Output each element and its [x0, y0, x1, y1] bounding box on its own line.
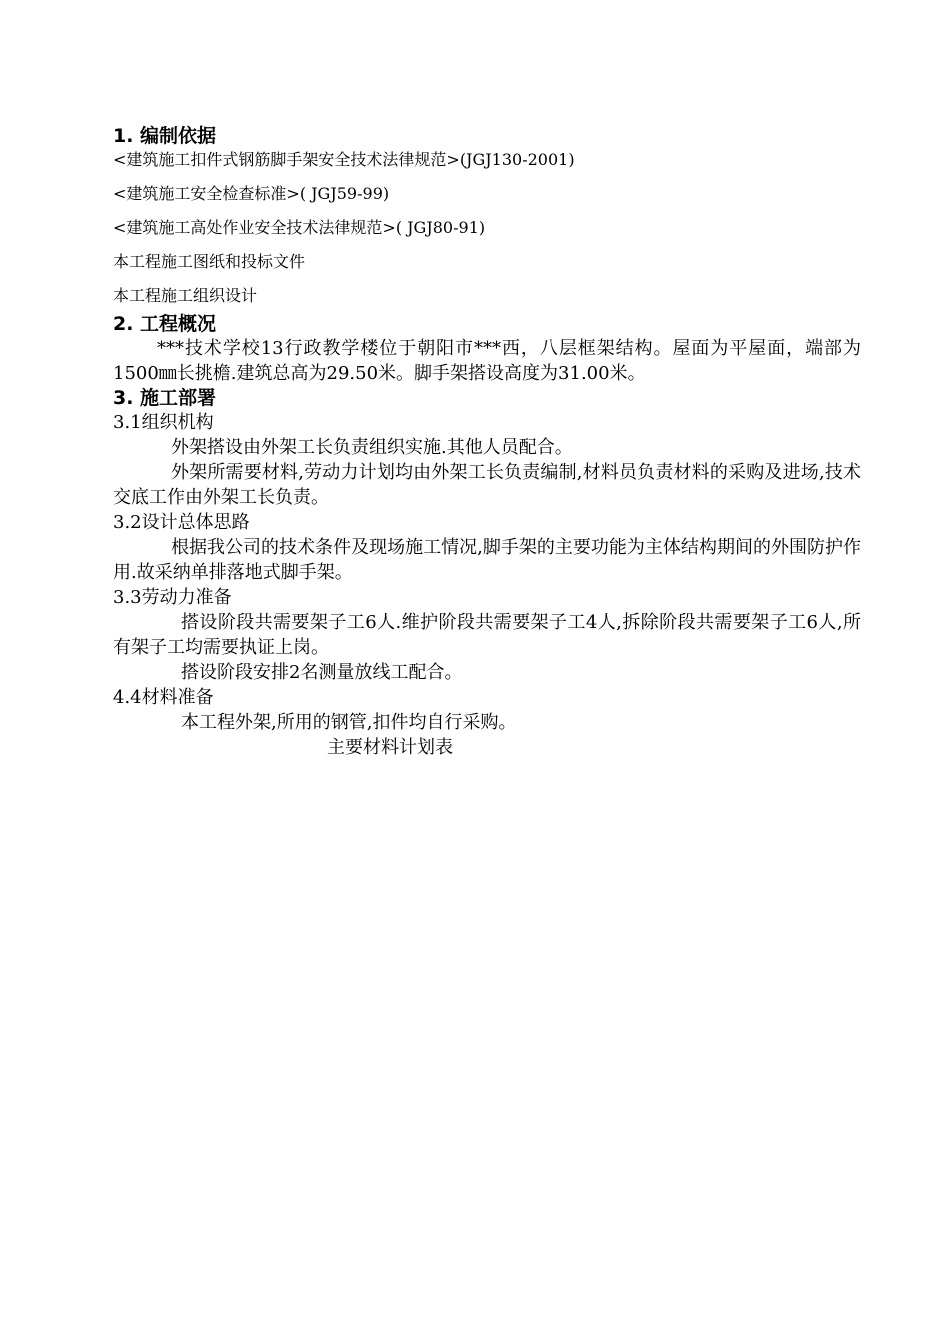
subsection-title-labor: 3.3劳动力准备: [113, 587, 232, 608]
reference-item: <建筑施工安全检查标准>( JGJ59-99): [113, 184, 390, 203]
document-body: [113, 124, 861, 760]
org-paragraph: 外架所需要材料,劳动力计划均由外架工长负责编制,材料员负责材料的采购及进场,技术交底工作由外架工长负责。: [113, 462, 861, 508]
section-heading-deployment: 3. 施工部署: [113, 387, 217, 409]
overview-paragraph: ***技术学校13行政教学楼位于朝阳市***西，八层框架结构。屋面为平屋面，端部为1500㎜长挑檐.建筑总高为29.50米。脚手架搭设高度为31.00米。: [113, 338, 861, 384]
labor-paragraph: 搭设阶段安排2名测量放线工配合。: [181, 662, 463, 683]
labor-paragraph: 搭设阶段共需要架子工6人.维护阶段共需要架子工4人,拆除阶段共需要架子工6人,所有架子工均需要执证上岗。: [113, 612, 861, 658]
org-paragraph: 外架搭设由外架工长负责组织实施.其他人员配合。: [171, 437, 573, 458]
subsection-title-materials: 4.4材料准备: [113, 687, 214, 708]
subsection-title-org: 3.1组织机构: [113, 412, 214, 433]
reference-item: <建筑施工高处作业安全技术法律规范>( JGJ80-91): [113, 218, 486, 237]
section-heading-basis: 1. 编制依据: [113, 125, 217, 147]
reference-list: [113, 150, 861, 306]
reference-item: 本工程施工图纸和投标文件: [113, 252, 306, 271]
table-caption: 主要材料计划表: [327, 737, 453, 758]
design-paragraph: 根据我公司的技术条件及现场施工情况,脚手架的主要功能为主体结构期间的外围防护作用.故采纳单排落地式脚手架。: [113, 537, 861, 583]
reference-item: <建筑施工扣件式钢筋脚手架安全技术法律规范>(JGJ130-2001): [113, 150, 575, 169]
subsection-title-design: 3.2设计总体思路: [113, 512, 250, 533]
section-heading-overview: 2. 工程概况: [113, 313, 217, 335]
materials-paragraph: 本工程外架,所用的钢管,扣件均自行采购。: [181, 712, 517, 733]
reference-item: 本工程施工组织设计: [113, 286, 258, 305]
